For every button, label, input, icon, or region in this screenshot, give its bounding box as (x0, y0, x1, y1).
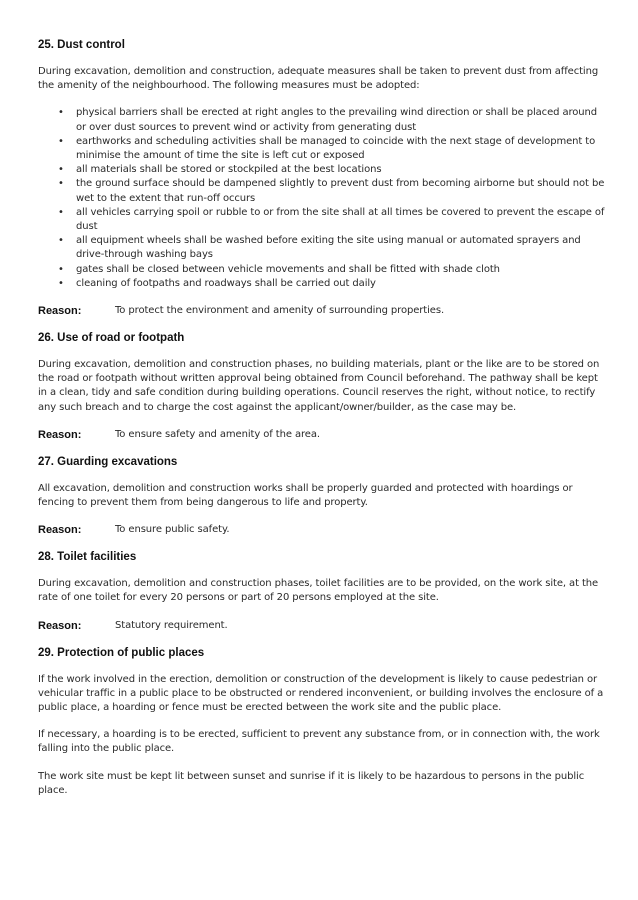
list-item: • all materials shall be stored or stockpiled at the best locations (76, 163, 606, 177)
section-paragraph: The work site must be kept lit between sunset and sunrise if it is likely to be hazardous to persons in the public place. (38, 770, 585, 796)
reason-label: Reason: (38, 305, 82, 318)
section-heading: 27. Guarding excavations (38, 455, 178, 468)
section-intro: During excavation, demolition and construction, adequate measures shall be taken to prevent dust from affecting the amenity of the neighbourhood. The following measures must be adopted: (38, 66, 599, 92)
section-use-of-road (38, 331, 606, 442)
section-paragraph: If necessary, a hoarding is to be erected, sufficient to prevent any substance from, or in connection with, the work falling into the public place. (38, 729, 600, 755)
reason-label: Reason: (38, 619, 82, 632)
section-toilet-facilities (38, 550, 606, 632)
reason-text: To protect the environment and amenity of surrounding properties. (115, 305, 445, 317)
reason-label: Reason: (38, 524, 82, 537)
reason-text: To ensure public safety. (115, 524, 230, 536)
list-item: • gates shall be closed between vehicle movements and shall be fitted with shade cloth (76, 263, 606, 277)
reason-row (38, 428, 606, 442)
list-item: • cleaning of footpaths and roadways shall be carried out daily (76, 277, 606, 291)
section-protection-public-places (38, 646, 606, 798)
reason-label: Reason: (38, 428, 82, 441)
section-heading: 26. Use of road or footpath (38, 332, 185, 345)
list-item: • physical barriers shall be erected at right angles to the prevailing wind direction or shall be placed around or over dust sources to prevent wind or activity from generating dust (76, 106, 606, 134)
reason-row (38, 304, 606, 318)
section-dust-control (38, 38, 606, 318)
section-guarding-excavations (38, 455, 606, 537)
list-item: • all equipment wheels shall be washed before exiting the site using manual or automated sprayers and drive-through washing bays (76, 234, 606, 262)
reason-text: Statutory requirement. (115, 619, 228, 631)
reason-row (38, 523, 606, 537)
list-item: • the ground surface should be dampened slightly to prevent dust from becoming airborne but should not be wet to the extent that run-off occurs (76, 177, 606, 205)
section-paragraph: During excavation, demolition and construction phases, no building materials, plant or the like are to be stored on the road or footpath without written approval being obtained from Council beforehand. The pathway shall be kept in a clean, tidy and safe condition during building operations. Council reserves the right, without notice, to rectify any such breach and to charge the cost against the applicant/owner/builder, as the case may be. (38, 359, 600, 413)
reason-row (38, 619, 606, 633)
section-heading: 28. Toilet facilities (38, 551, 137, 564)
list-item: • earthworks and scheduling activities shall be managed to coincide with the next stage of development to minimise the amount of time the site is left cut or exposed (76, 135, 606, 163)
measures-list (38, 106, 606, 291)
section-heading: 25. Dust control (38, 39, 125, 51)
list-item: • all vehicles carrying spoil or rubble to or from the site shall at all times be covered to prevent the escape of dust (76, 206, 606, 234)
section-paragraph: During excavation, demolition and construction phases, toilet facilities are to be provided, on the work site, at the rate of one toilet for every 20 persons or part of 20 persons employed at the site. (38, 578, 599, 604)
section-paragraph: All excavation, demolition and construction works shall be properly guarded and protected with hoardings or fencing to prevent them from being dangerous to life and property. (38, 482, 573, 509)
reason-text: To ensure safety and amenity of the area. (115, 428, 320, 440)
section-heading: 29. Protection of public places (38, 646, 205, 659)
section-paragraph: If the work involved in the erection, demolition or construction of the development is likely to cause pedestrian or vehicular traffic in a public place to be obstructed or rendered inconvenient, or building involves the enclosure of a public place, a hoarding or fence must be erected between the work site and the public place. (38, 673, 604, 714)
